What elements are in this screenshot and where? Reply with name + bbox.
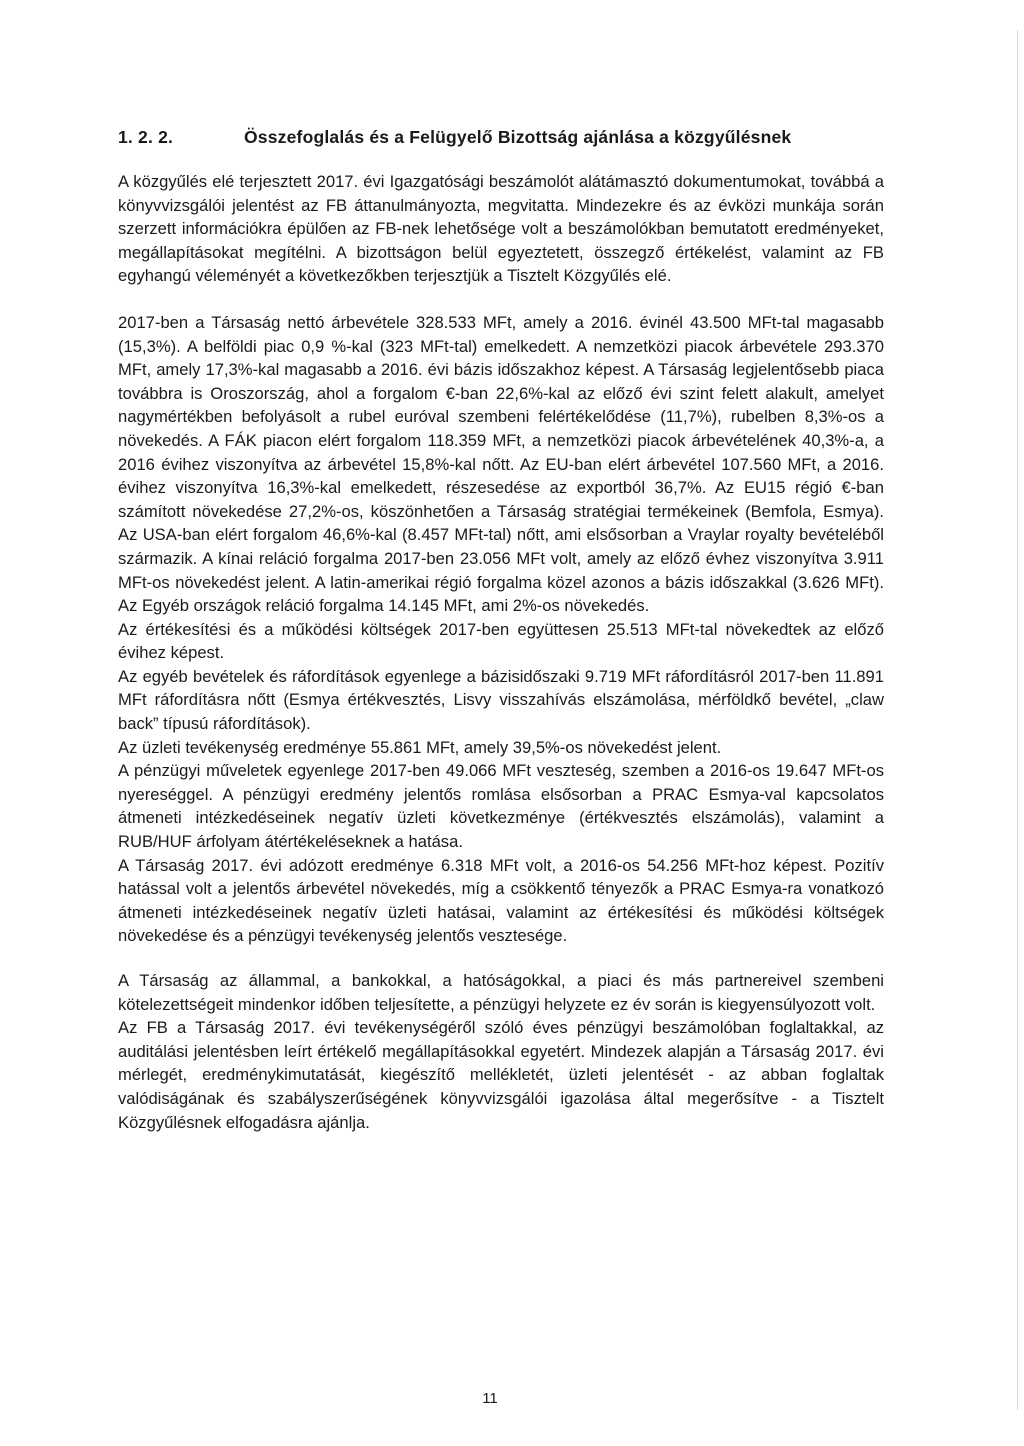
document-body <box>118 170 884 1134</box>
paragraph-financial-result: A pénzügyi műveletek egyenlege 2017-ben 49.066 MFt veszteség, szemben a 2016-os 19.647 MFt-os nyereséggel. A pénzügyi eredmény jelentős romlása elsősorban a PRAC Esmya-val kapcsolatos átmeneti intézkedéseinek negatív üzleti következménye (értékvesztés elszámolás), valamint a RUB/HUF árfolyam átértékeléseknek a hatása. <box>118 761 884 852</box>
paragraph-recommendation: Az FB a Társaság 2017. évi tevékenységéről szóló éves pénzügyi beszámolóban foglaltakkal, az auditálási jelentésben leírt értékelő megállapításokkal egyetért. Mindezek alapján a Társaság 2017. évi mérlegét, eredménykimutatását, kiegészítő mellékletét, üzleti jelentését - az abban foglaltak valódiságának és szabályszerűségének könyvvizsgálói igazolása által megerősítve - a Tisztelt Közgyűlésnek elfogadásra ajánlja. <box>118 1018 884 1132</box>
section-heading <box>118 127 898 148</box>
paragraph-net-income: A Társaság 2017. évi adózott eredménye 6.318 MFt volt, a 2016-os 54.256 MFt-hoz képest. Pozitív hatással volt a jelentős árbevétel növekedés, míg a csökkentő tényezők a PRAC Esmya-ra vonatkozó átmeneti intézkedéseinek negatív üzleti hatásai, valamint az értékesítési és működési költségek növekedése és a pénzügyi tevékenység jelentős vesztesége. <box>118 855 884 946</box>
section-title: Összefoglalás és a Felügyelő Bizottság ajánlása a közgyűlésnek <box>244 127 792 147</box>
paragraph-obligations: A Társaság az állammal, a bankokkal, a hatóságokkal, a piaci és más partnereivel szembeni kötelezettségeit mindenkor időben teljesítette, a pénzügyi helyzete ez év során is kiegyensúlyozott volt. <box>118 971 884 1014</box>
paragraph-intro: A közgyűlés elé terjesztett 2017. évi Igazgatósági beszámolót alátámasztó dokumentumokat, továbbá a könyvvizsgálói jelentést az FB áttanulmányozta, megvitatta. Mindezekre és az évközi munkája során szerzett információkra épülően az FB-nek lehetősége volt a beszámolókban bemutatott eredményeket, megállapításokat megítélni. A bizottságon belül egyeztetett, összegző értékelést, valamint az FB egyhangú véleményét a következőkben terjesztjük a Tisztelt Közgyűlés elé. <box>118 172 884 286</box>
section-number: 1. 2. 2. <box>118 127 174 147</box>
paragraph-operating-result: Az üzleti tevékenység eredménye 55.861 MFt, amely 39,5%-os növekedést jelent. <box>118 737 722 757</box>
scan-edge-line <box>1017 30 1018 1410</box>
page-number: 11 <box>482 1390 498 1407</box>
paragraph-other-income: Az egyéb bevételek és ráfordítások egyenlege a bázisidőszaki 9.719 MFt ráfordításról 2017-ben 11.891 MFt ráfordításra nőtt (Esmya értékvesztés, Lisvy visszahívás elszámolása, mérföldkő bevétel, „claw back” típusú ráfordítások). <box>118 666 884 734</box>
paragraph-costs: Az értékesítési és a működési költségek 2017-ben együttesen 25.513 MFt-tal növekedtek az előző évihez képest. <box>118 619 884 663</box>
paragraph-revenue: 2017-ben a Társaság nettó árbevétele 328.533 MFt, amely a 2016. évinél 43.500 MFt-tal magasabb (15,3%). A belföldi piac 0,9 %-kal (323 MFt-tal) emelkedett. A nemzetközi piacok árbevétele 293.370 MFt, amely 17,3%-kal magasabb a 2016. évi bázis időszakhoz képest. A Társaság legjelentősebb piaca továbbra is Oroszország, ahol a forgalom €-ban 22,6%-kal az előző évi szint felett alakult, amelyet nagymértékben befolyásolt a rubel euróval szembeni felértékelődése (11,7%), rubelben 8,3%-os a növekedés. A FÁK piacon elért forgalom 118.359 MFt, a nemzetközi piacok árbevételének 40,3%-a, a 2016 évihez viszonyítva az árbevétel 15,8%-kal nőtt. Az EU-ban elért árbevétel 107.560 MFt, a 2016. évihez viszonyítva 16,3%-kal emelkedett, részesedése az exportból 36,7%. Az EU15 régió €-ban számított növekedése 27,2%-os, köszönhetően a Társaság stratégiai termékeinek (Bemfola, Esmya). Az USA-ban elért forgalom 46,6%-kal (8.457 MFt-tal) nőtt, ami elsősorban a Vraylar royalty bevételéből származik. A kínai reláció forgalma 2017-ben 23.056 MFt volt, amely az előző évhez viszonyítva 3.911 MFt-os növekedést jelent. A latin-amerikai régió forgalma közel azonos a bázis időszakkal (3.626 MFt). Az Egyéb országok reláció forgalma 14.145 MFt, ami 2%-os növekedés. <box>118 312 884 616</box>
